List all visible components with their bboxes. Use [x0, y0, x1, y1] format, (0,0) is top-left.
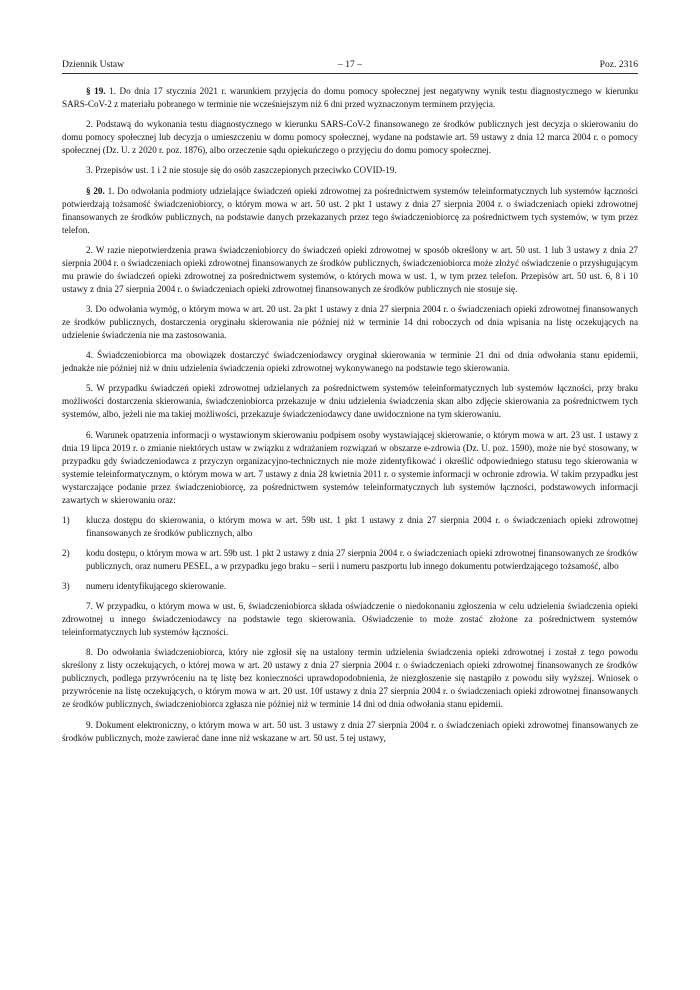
list-item-text: numeru identyfikującego skierowanie.	[86, 581, 227, 592]
page-number: – 17 –	[338, 59, 362, 70]
s20-para-8: 8. Do odwołania świadczeniobiorca, który nie zgłosił się na ustalony termin udzielenia świadczenia opieki zdrowotnej i został z tego powodu skreślony z listy oczekujących, o której mowa w art. 20 ustawy z dnia 27 sierpnia 2004 r. o świadczeniach opieki zdrowotnej finansowanych ze środków publicznych, podlega przywróceniu na tę listę bez konieczności uprawdopodobnienia, że niezgłoszenie się nastąpiło z powodu siły wyższej. Wniosek o przywrócenie na listę oczekujących, o którym mowa w art. 20 ust. 10f ustawy z dnia 27 sierpnia 2004 r. o świadczeniach opieki zdrowotnej finansowanych ze środków publicznych, świadczeniobiorca zgłasza nie później niż w terminie 14 dni od dnia odwołania stanu epidemii.	[62, 647, 638, 710]
list-item	[62, 580, 638, 593]
s20-para-3: 3. Do odwołania wymóg, o którym mowa w art. 20 ust. 2a pkt 1 ustawy z dnia 27 sierpnia 2004 r. o świadczeniach opieki zdrowotnej finansowanych ze środków publicznych, dostarczenia oryginału skierowania nie później niż w terminie 14 dni roboczych od dnia wpisania na listę oczekujących na udzielenie świadczenia nie ma zastosowania.	[62, 303, 638, 340]
s20-para-1	[62, 185, 638, 237]
s20-label: § 20.	[86, 185, 105, 196]
s19-para-2: 2. Podstawą do wykonania testu diagnostycznego w kierunku SARS-CoV-2 finansowanego ze środków publicznych jest decyzja o skierowaniu do domu pomocy społecznej lub decyzja o umieszczeniu w domu pomocy społecznej, wydane na podstawie art. 59 ustawy z dnia 12 marca 2004 r. o pomocy społecznej (Dz. U. z 2020 r. poz. 1876), albo orzeczenie sądu opiekuńczego o przyjęciu do domu pomocy społecznej.	[62, 119, 638, 156]
document-body	[62, 85, 638, 752]
s20-para-9: 9. Dokument elektroniczny, o którym mowa w art. 50 ust. 3 ustawy z dnia 27 sierpnia 2004 r. o świadczeniach opieki zdrowotnej finansowanych ze środków publicznych, może zawierać dane inne niż wskazane w art. 50 ust. 5 tej ustawy,	[62, 719, 638, 743]
page-header	[62, 57, 638, 74]
list-item-text: klucza dostępu do skierowania, o którym mowa w art. 59b ust. 1 pkt 1 ustawy z dnia 27 sierpnia 2004 r. o świadczeniach opieki zdrowotnej finansowanych ze środków publicznych, albo	[86, 514, 638, 538]
s20-para-6: 6. Warunek opatrzenia informacji o wystawionym skierowaniu podpisem osoby wystawiającej skierowanie, o którym mowa w art. 23 ust. 1 ustawy z dnia 19 lipca 2019 r. o zmianie niektórych ustaw w związku z wdrażaniem rozwiązań w obszarze e-zdrowia (Dz. U. poz. 1590), może nie być stosowany, w przypadku gdy świadczeniodawca z przyczyn organizacyjno-technicznych nie może zidentyfikować i określić odpowiedniego statusu tego skierowania w systemie teleinformatycznym, o którym mowa w art. 7 ustawy z dnia 28 kwietnia 2011 r. o systemie informacji w ochronie zdrowia. W takim przypadku jest wystarczające podanie przez świadczeniobiorcę, za pośrednictwem systemów teleinformatycznych lub systemów łączności, podstawowych informacji zawartych w skierowaniu oraz:	[62, 429, 638, 505]
s20-para-7: 7. W przypadku, o którym mowa w ust. 6, świadczeniobiorca składa oświadczenie o niedokonaniu zgłoszenia w celu udzielenia świadczenia opieki zdrowotnej u innego świadczeniodawcy na podstawie tego skierowania. Oświadczenie to może zostać złożone za pośrednictwem systemów teleinformatycznych lub systemów łączności.	[62, 601, 638, 638]
list-item-number: 3)	[62, 581, 70, 592]
list-item-text: kodu dostępu, o którym mowa w art. 59b ust. 1 pkt 2 ustawy z dnia 27 sierpnia 2004 r. o świadczeniach opieki zdrowotnej finansowanych ze środków publicznych, oraz numeru PESEL, a w przypadku jego braku – serii i numeru paszportu lub innego dokumentu potwierdzającego tożsamość, albo	[86, 547, 638, 571]
s19-para-1-text: 1. Do dnia 17 stycznia 2021 r. warunkiem przyjęcia do domu pomocy społecznej jest negatywny wynik testu diagnostycznego w kierunku SARS-CoV-2 z materiału pobranego w terminie nie wcześniejszym niż 6 dni przed wyznaczonym terminem przyjęcia.	[62, 86, 639, 109]
s20-para-5: 5. W przypadku świadczeń opieki zdrowotnej udzielanych za pośrednictwem systemów teleinformatycznych lub systemów łączności, przy braku możliwości dostarczenia skierowania, świadczeniobiorca przekazuje w dniu udzielenia świadczenia skan albo zdjęcie skierowania za pośrednictwem tych systemów, albo, jeżeli nie ma takiej możliwości, przekazuje świadczeniodawcy dane uwidocznione na tym skierowaniu.	[62, 383, 638, 420]
list-item	[62, 514, 638, 540]
s19-para-3: 3. Przepisów ust. 1 i 2 nie stosuje się do osób zaszczepionych przeciwko COVID-19.	[86, 165, 397, 176]
journal-title: Dziennik Ustaw	[62, 59, 125, 70]
s20-para-1-text: 1. Do odwołania podmioty udzielające świadczeń opieki zdrowotnej za pośrednictwem systemów teleinformatycznych lub systemów łączności potwierdzają tożsamość świadczeniobiorcy, o którym mowa w art. 50 ust. 2 pkt 1 ustawy z dnia 27 sierpnia 2004 r. o świadczeniach opieki zdrowotnej finansowanych ze środków publicznych, na podstawie danych przekazanych przez tego świadczeniobiorcę za pośrednictwem tych systemów, w tym przez telefon.	[62, 185, 639, 235]
s19-label: § 19.	[86, 86, 106, 96]
list-item-number: 1)	[62, 514, 70, 525]
list-item	[62, 547, 638, 573]
s20-para-4: 4. Świadczeniobiorca ma obowiązek dostarczyć świadczeniodawcy oryginał skierowania w terminie 21 dni od dnia odwołania stanu epidemii, jednakże nie później niż w dniu udzielenia świadczenia opieki zdrowotnej wykonywanego na podstawie tego skierowania.	[62, 350, 638, 374]
position-number: Poz. 2316	[599, 59, 638, 70]
s19-para-1	[62, 85, 638, 111]
s20-para-2: 2. W razie niepotwierdzenia prawa świadczeniobiorcy do świadczeń opieki zdrowotnej w sposób określony w art. 50 ust. 1 lub 3 ustawy z dnia 27 sierpnia 2004 r. o świadczeniach opieki zdrowotnej finansowanych ze środków publicznych, świadczeniobiorca może złożyć oświadczenie o przysługującym mu prawie do świadczeń opieki zdrowotnej za pośrednictwem systemów, o których mowa w ust. 1, w tym przez telefon. Przepisów art. 50 ust. 6, 8 i 10 ustawy z dnia 27 sierpnia 2004 r. o świadczeniach opieki zdrowotnej finansowanych ze środków publicznych nie stosuje się.	[62, 244, 638, 294]
list-item-number: 2)	[62, 547, 70, 558]
